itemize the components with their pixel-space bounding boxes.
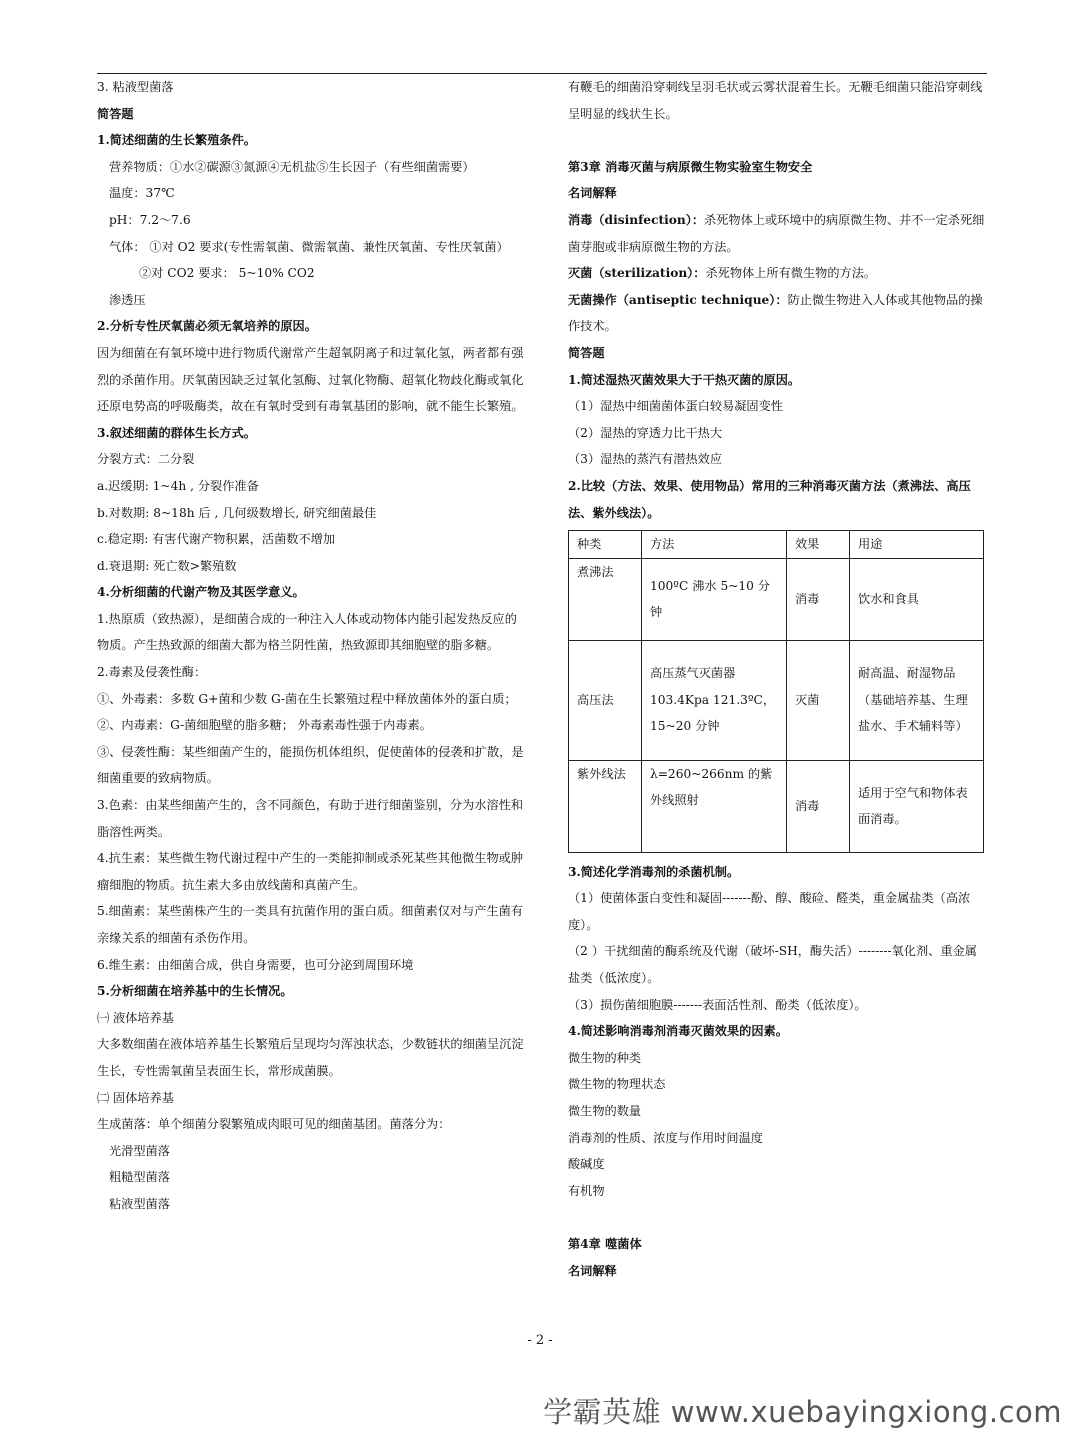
question-heading: 3.简述化学消毒剂的杀菌机制。	[568, 864, 740, 879]
table-header: 种类	[569, 531, 642, 559]
question-heading: 1.简述细菌的生长繁殖条件。	[97, 133, 256, 148]
paragraph: 生成菌落：单个细菌分裂繁殖成肉眼可见的细菌基团。菌落分为：	[97, 1117, 451, 1132]
paragraph: （3）损伤菌细胞膜-------表面活性剂、酚类（低浓度）。	[568, 997, 867, 1012]
table-cell: 100ºC 沸水 5~10 分钟	[642, 558, 787, 640]
paragraph: 营养物质：①水②碳源③氮源④无机盐⑤生长因子（有些细菌需要）	[109, 159, 475, 174]
table-cell: 高压法	[569, 640, 642, 760]
term: 无菌操作（antiseptic technique）：	[568, 292, 788, 307]
question-heading: 5.分析细菌在培养基中的生长情况。	[97, 984, 293, 999]
list-item: 微生物的种类	[568, 1050, 642, 1065]
table-row	[569, 558, 984, 640]
list-item: 消毒剂的性质、浓度与作用时间温度	[568, 1130, 763, 1145]
paragraph: 分裂方式：二分裂	[97, 452, 195, 467]
table-cell: 高压蒸气灭菌器 103.4Kpa 121.3ºC，15~20 分钟	[642, 640, 787, 760]
paragraph: 因为细菌在有氧环境中进行物质代谢常产生超氧阴离子和过氧化氢，两者都有强烈的杀菌作用。厌氧菌因缺乏过氧化氢酶、过氧化物酶、超氧化物歧化酶或氧化还原电势高的呼吸酶类，故在有氧时受到有毒氧基团的影响，就不能生长繁殖。	[97, 345, 524, 414]
watermark: 学霸英雄 www.xuebayingxiong.com	[543, 1395, 1062, 1429]
section-heading: 名词解释	[568, 1263, 617, 1278]
table-cell: 煮沸法	[569, 558, 642, 640]
paragraph: 2.毒素及侵袭性酶：	[97, 665, 207, 680]
chapter-heading: 第3章 消毒灭菌与病原微生物实验室生物安全	[568, 159, 813, 174]
table-header: 效果	[787, 531, 850, 559]
definition-text: 防止微生物进入人体或其他物品的操作技术。	[568, 292, 983, 334]
table-header: 方法	[642, 531, 787, 559]
list-item: 粗糙型菌落	[109, 1170, 170, 1185]
paragraph: 6.维生素：由细菌合成，供自身需要，也可分泌到周围环境	[97, 957, 414, 972]
list-item: 3. 粘液型菌落	[97, 80, 174, 94]
table-cell: 饮水和食具	[850, 558, 984, 640]
question-heading: 1.简述湿热灭菌效果大于干热灭菌的原因。	[568, 372, 801, 387]
term: 消毒（disinfection）：	[568, 212, 705, 227]
paragraph: pH：7.2～7.6	[109, 212, 191, 227]
paragraph: 有鞭毛的细菌沿穿刺线呈羽毛状或云雾状混着生长。无鞭毛细菌只能沿穿刺线呈明显的线状生长。	[568, 80, 983, 121]
paragraph: （2 ）干扰细菌的酶系统及代谢（破坏-SH，酶失活）--------氧化剂、重金属盐类（低浓度）。	[568, 944, 977, 986]
table-cell: 消毒	[787, 558, 850, 640]
table-cell: 耐高温、耐湿物品（基础培养基、生理盐水、手术辅料等）	[850, 640, 984, 760]
paragraph: ㈠ 液体培养基	[97, 1010, 174, 1025]
paragraph: 气体： ①对 O2 要求(专性需氧菌、微需氧菌、兼性厌氧菌、专性厌氧菌）	[109, 239, 509, 254]
question-heading: 4.简述影响消毒剂消毒灭菌效果的因素。	[568, 1024, 788, 1039]
paragraph: ㈡ 固体培养基	[97, 1090, 174, 1105]
paragraph: 3.色素：由某些细菌产生的，含不同颜色，有助于进行细菌鉴别，分为水溶性和脂溶性两类。	[97, 798, 524, 839]
paragraph: c.稳定期: 有害代谢产物积累，活菌数不增加	[97, 532, 336, 547]
table-row	[569, 760, 984, 852]
paragraph: 温度：37℃	[109, 186, 175, 201]
table-cell: 紫外线法	[569, 760, 642, 852]
paragraph: ③、侵袭性酶：某些细菌产生的，能损伤机体组织，促使菌体的侵袭和扩散，是细菌重要的致病物质。	[97, 744, 524, 786]
list-item: 粘液型菌落	[109, 1196, 170, 1211]
paragraph: （2）湿热的穿透力比干热大	[568, 425, 723, 440]
paragraph: 5.细菌素：某些菌株产生的一类具有抗菌作用的蛋白质。细菌素仅对与产生菌有亲缘关系的细菌有杀伤作用。	[97, 904, 524, 945]
paragraph: a.迟缓期: 1~4h , 分裂作准备	[97, 478, 259, 493]
paragraph: （1）使菌体蛋白变性和凝固-------酚、醇、酸硷、醛类，重金属盐类（高浓度）。	[568, 891, 971, 932]
chapter-heading: 第4章 噬菌体	[568, 1237, 642, 1251]
question-heading: 3.叙述细菌的群体生长方式。	[97, 425, 256, 440]
table-cell: 适用于空气和物体表面消毒。	[850, 760, 984, 852]
table-row	[569, 640, 984, 760]
table-header: 用途	[850, 531, 984, 559]
paragraph: d.衰退期: 死亡数>繁殖数	[97, 558, 237, 573]
paragraph: （3）湿热的蒸汽有潜热效应	[568, 452, 723, 467]
paragraph: b.对数期: 8~18h 后 , 几何级数增长, 研究细菌最佳	[97, 505, 377, 520]
paragraph: ②对 CO2 要求： 5~10% CO2	[139, 266, 315, 281]
definition-text: 杀死物体上所有微生物的方法。	[705, 266, 877, 281]
list-item: 有机物	[568, 1183, 605, 1198]
paragraph: ①、外毒素：多数 G+菌和少数 G-菌在生长繁殖过程中释放菌体外的蛋白质；	[97, 691, 517, 706]
list-item: 微生物的物理状态	[568, 1077, 666, 1092]
definition-text: 杀死物体上或环境中的病原微生物、并不一定杀死细菌芽胞或非病原微生物的方法。	[568, 212, 985, 254]
definition	[568, 287, 986, 340]
paragraph: ②、内毒素：G-菌细胞壁的脂多糖； 外毒素毒性强于内毒素。	[97, 718, 432, 733]
table-header-row	[569, 531, 984, 559]
definition	[568, 260, 986, 287]
paragraph: 大多数细菌在液体培养基生长繁殖后呈现均匀浑浊状态，少数链状的细菌呈沉淀生长，专性需氧菌呈表面生长，常形成菌膜。	[97, 1037, 524, 1078]
question-heading: 2.比较（方法、效果、使用物品）常用的三种消毒灭菌方法（煮沸法、高压法、紫外线法）。	[568, 478, 971, 520]
paragraph: （1）湿热中细菌菌体蛋白较易凝固变性	[568, 399, 783, 414]
list-item: 酸碱度	[568, 1157, 605, 1172]
table-cell: 消毒	[787, 760, 850, 852]
table-cell: 灭菌	[787, 640, 850, 760]
table-cell: λ=260~266nm 的紫外线照射	[642, 760, 787, 852]
left-column	[97, 74, 527, 1218]
list-item: 微生物的数量	[568, 1104, 642, 1119]
section-heading: 简答题	[97, 106, 134, 121]
section-heading: 简答题	[568, 345, 605, 360]
section-heading: 名词解释	[568, 186, 617, 201]
term: 灭菌（sterilization）：	[568, 266, 706, 281]
page-number: - 2 -	[527, 1333, 553, 1348]
question-heading: 4.分析细菌的代谢产物及其医学意义。	[97, 585, 305, 600]
list-item: 光滑型菌落	[109, 1143, 170, 1158]
sterilization-table	[568, 530, 984, 853]
definition	[568, 207, 986, 260]
right-column	[568, 74, 986, 1284]
paragraph: 1.热原质（致热源），是细菌合成的一种注入人体或动物体内能引起发热反应的物质。产生热致源的细菌大都为格兰阴性菌，热致源即其细胞壁的脂多糖。	[97, 611, 517, 653]
question-heading: 2.分析专性厌氧菌必须无氧培养的原因。	[97, 319, 317, 334]
paragraph: 4.抗生素：某些微生物代谢过程中产生的一类能抑制或杀死某些其他微生物或肿瘤细胞的物质。抗生素大多由放线菌和真菌产生。	[97, 851, 524, 892]
paragraph: 渗透压	[109, 292, 146, 307]
